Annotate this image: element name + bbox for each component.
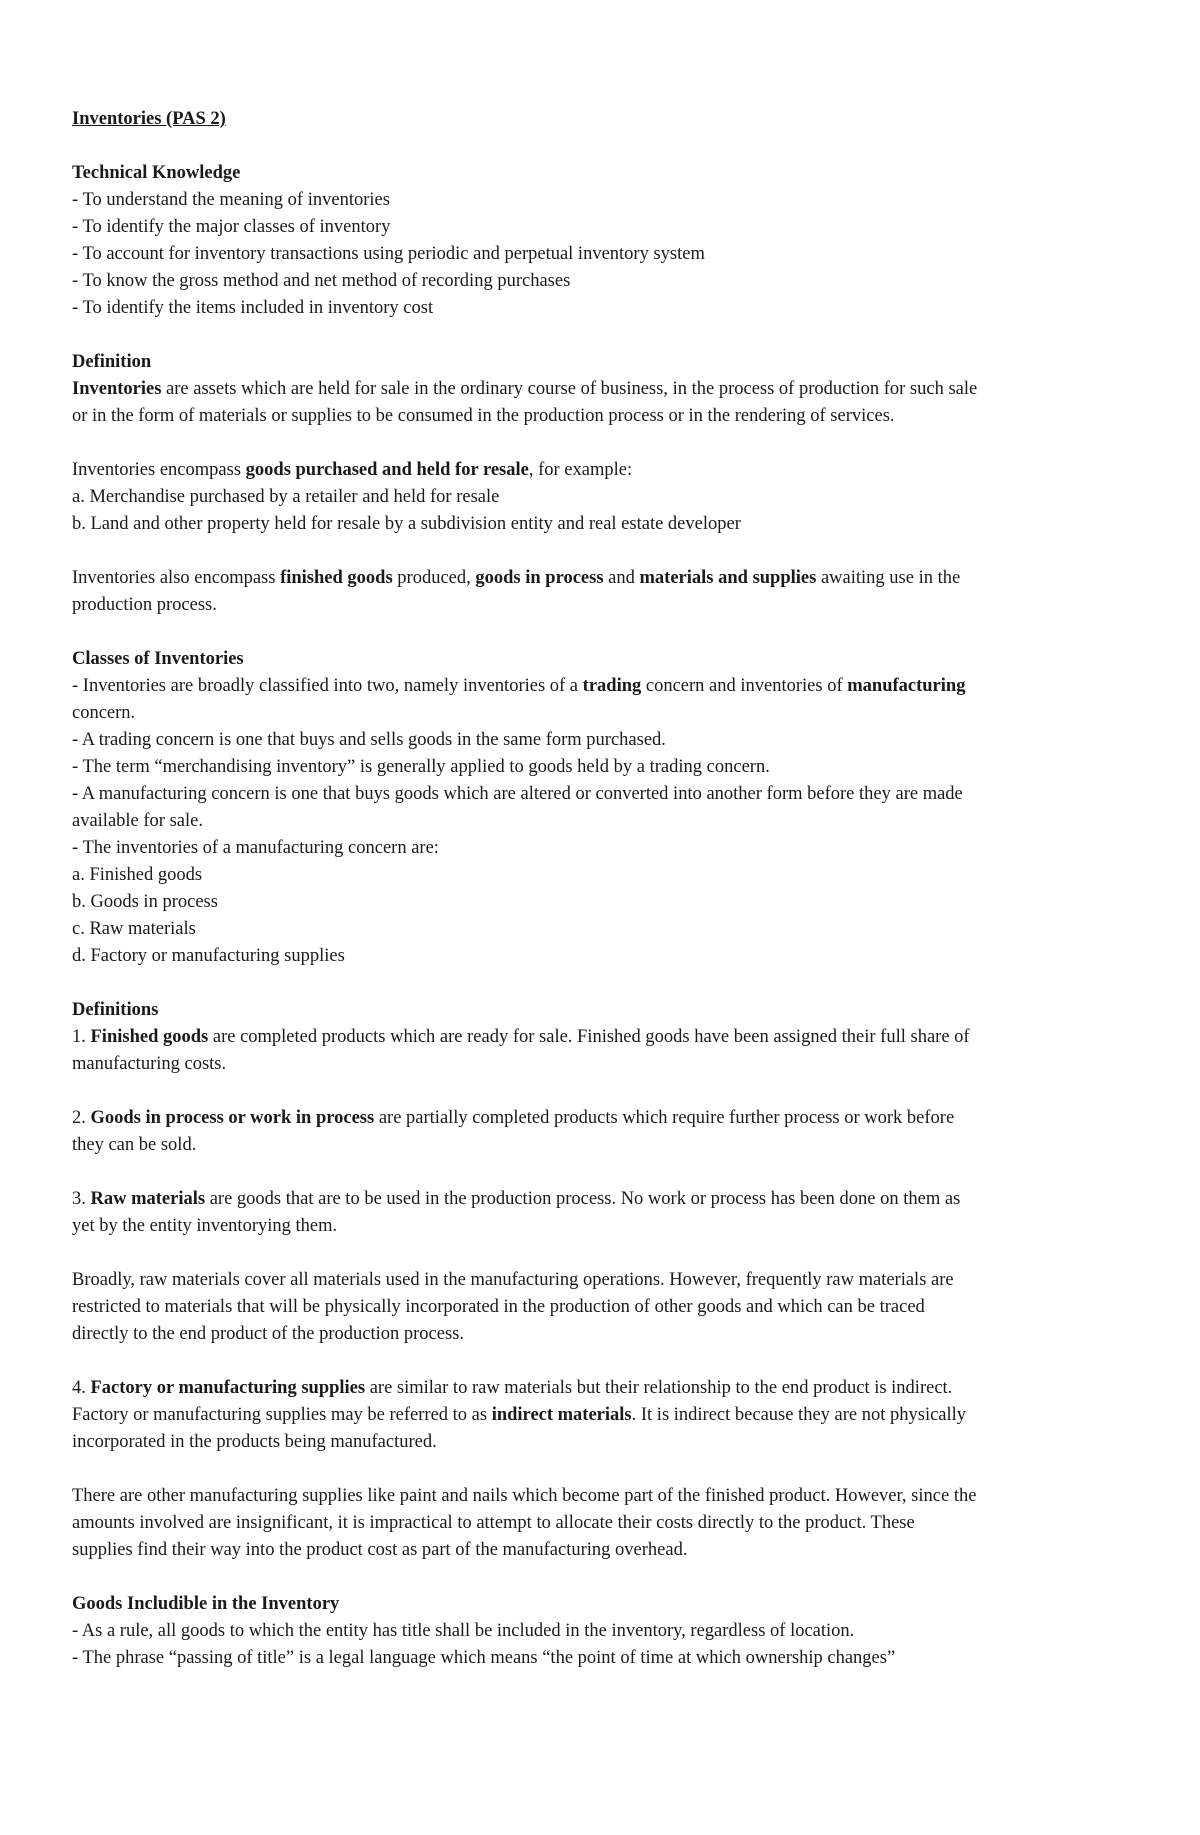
definitions-heading: Definitions [72,1000,159,1020]
definition-item [72,1024,1140,1051]
text-span: awaiting use in the [816,568,961,588]
text-span: are similar to raw materials but their relationship to the end product is indirect. [365,1378,953,1398]
classes-item: - A manufacturing concern is one that buys goods which are altered or converted into another form before they are made [72,784,963,804]
text-span: 3. [72,1189,91,1209]
includible-heading: Goods Includible in the Inventory [72,1594,340,1614]
other-supplies-paragraph: There are other manufacturing supplies like paint and nails which become part of the finished product. However, since the [72,1486,977,1506]
text-span: are goods that are to be used in the production process. No work or process has been done on them as [205,1189,961,1209]
term-bold: materials and supplies [639,568,817,588]
term-bold: Goods in process or work in process [90,1108,375,1128]
text-span: Inventories encompass [72,460,246,480]
encompass-paragraph [72,457,1140,484]
text-span: , for example: [528,460,633,480]
text-span: and [603,568,640,588]
definition-item-line: yet by the entity inventorying them. [72,1216,338,1236]
classes-item-line: available for sale. [72,811,203,831]
text-span: concern and inventories of [641,676,848,696]
text-span: Inventories also encompass [72,568,281,588]
text-span: produced, [392,568,476,588]
other-supplies-paragraph-line: amounts involved are insignificant, it is impractical to attempt to allocate their costs directly to the product. These [72,1513,915,1533]
other-supplies-paragraph-line: supplies find their way into the product cost as part of the manufacturing overhead. [72,1540,688,1560]
technical-item: - To identify the items included in inventory cost [72,298,434,318]
text-span: are partially completed products which require further process or work before [374,1108,955,1128]
spacer [72,430,1140,457]
term-bold: indirect materials [491,1405,632,1425]
example-item: a. Merchandise purchased by a retailer and held for resale [72,487,500,507]
term-bold: trading [582,676,642,696]
classes-heading: Classes of Inventories [72,649,244,669]
classes-list-item: c. Raw materials [72,919,196,939]
spacer [72,1240,1140,1267]
term-bold: Finished goods [90,1027,209,1047]
text-span: - Inventories are broadly classified into two, namely inventories of a [72,676,583,696]
spacer [72,1078,1140,1105]
term-bold: finished goods [280,568,393,588]
technical-item: - To know the gross method and net method of recording purchases [72,271,571,291]
term-bold: Inventories [72,379,162,399]
classes-item-line: concern. [72,703,136,723]
encompass-also-paragraph [72,565,1140,592]
definition-item-line: incorporated in the products being manufactured. [72,1432,437,1452]
text-span: 2. [72,1108,91,1128]
definition-paragraph [72,376,1140,403]
technical-item: - To understand the meaning of inventories [72,190,390,210]
technical-item: - To account for inventory transactions using periodic and perpetual inventory system [72,244,705,264]
definition-item [72,1186,1140,1213]
classes-list-item: d. Factory or manufacturing supplies [72,946,345,966]
definition-heading: Definition [72,352,152,372]
term-bold: manufacturing [847,676,966,696]
term-bold: goods in process [475,568,604,588]
spacer [72,970,1140,997]
definition-item [72,1375,1140,1402]
definition-item-line: they can be sold. [72,1135,197,1155]
document-title: Inventories (PAS 2) [72,109,226,129]
text-span: are completed products which are ready for sale. Finished goods have been assigned their full share of [208,1027,970,1047]
includible-item: - The phrase “passing of title” is a legal language which means “the point of time at which ownership changes” [72,1648,896,1668]
term-bold: Raw materials [90,1189,206,1209]
definition-item [72,1105,1140,1132]
classes-list-item: b. Goods in process [72,892,218,912]
spacer [72,322,1140,349]
example-item: b. Land and other property held for resale by a subdivision entity and real estate developer [72,514,741,534]
includible-item: - As a rule, all goods to which the entity has title shall be included in the inventory, regardless of location. [72,1621,855,1641]
definition-paragraph-line: or in the form of materials or supplies to be consumed in the production process or in the rendering of services. [72,406,895,426]
classes-item: - A trading concern is one that buys and sells goods in the same form purchased. [72,730,666,750]
spacer [72,133,1140,160]
paragraph-line: production process. [72,595,217,615]
technical-item: - To identify the major classes of inventory [72,217,391,237]
raw-materials-paragraph-line: directly to the end product of the production process. [72,1324,464,1344]
definition-item-line: manufacturing costs. [72,1054,227,1074]
spacer [72,1159,1140,1186]
raw-materials-paragraph-line: restricted to materials that will be physically incorporated in the production of other goods and which can be traced [72,1297,925,1317]
classes-item: - The inventories of a manufacturing concern are: [72,838,439,858]
spacer [72,538,1140,565]
raw-materials-paragraph: Broadly, raw materials cover all materials used in the manufacturing operations. However, frequently raw materials are [72,1270,954,1290]
technical-knowledge-heading: Technical Knowledge [72,163,241,183]
spacer [72,1348,1140,1375]
text-span: 1. [72,1027,91,1047]
text-span: Factory or manufacturing supplies may be referred to as [72,1405,492,1425]
classes-list-item: a. Finished goods [72,865,203,885]
term-bold: goods purchased and held for resale [245,460,529,480]
spacer [72,619,1140,646]
classes-item [72,673,1140,700]
text-span: are assets which are held for sale in the ordinary course of business, in the process of production for such sale [161,379,978,399]
text-span: . It is indirect because they are not physically [631,1405,967,1425]
spacer [72,1564,1140,1591]
classes-item: - The term “merchandising inventory” is generally applied to goods held by a trading concern. [72,757,770,777]
spacer [72,1456,1140,1483]
term-bold: Factory or manufacturing supplies [90,1378,366,1398]
text-span: 4. [72,1378,91,1398]
definition-item-line [72,1402,1140,1429]
